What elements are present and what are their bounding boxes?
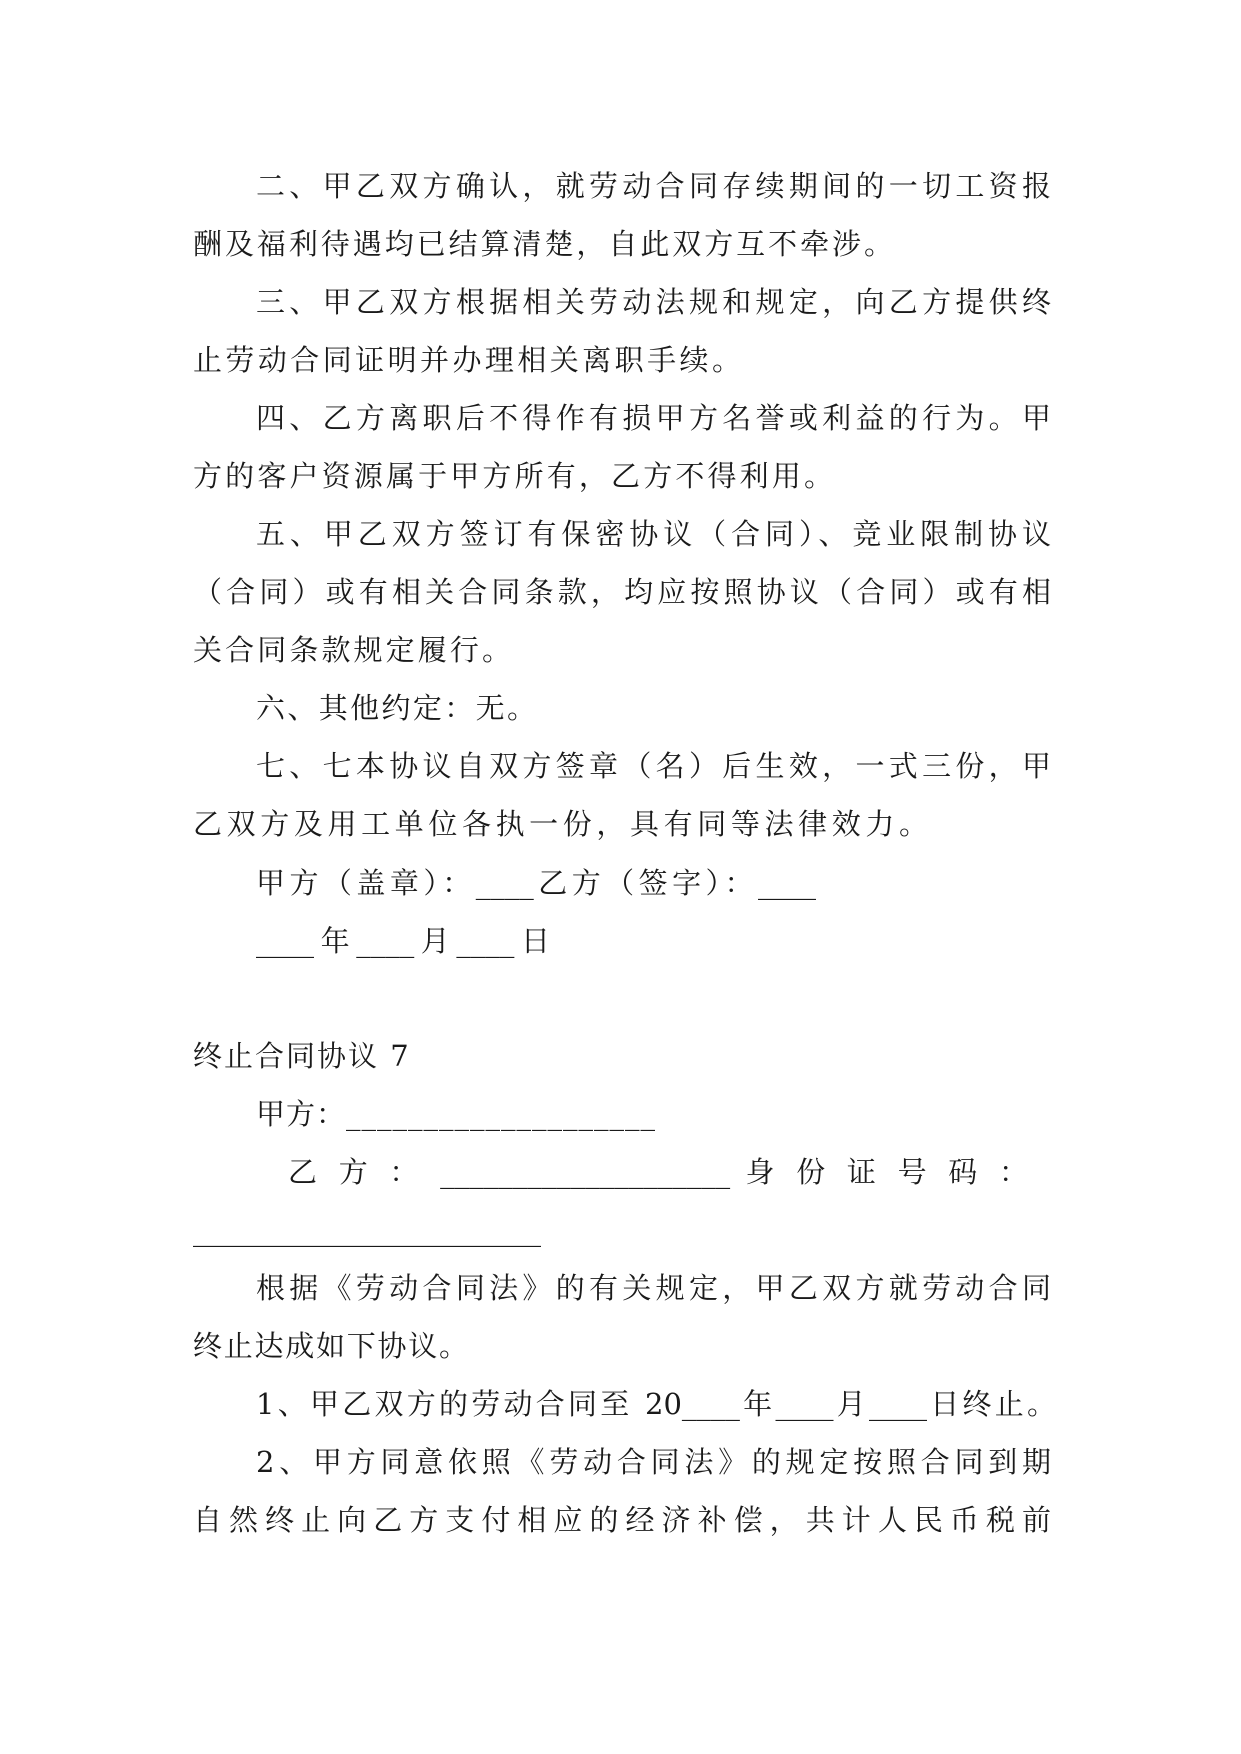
id-number-blank: ________________________	[193, 1213, 541, 1247]
party-a-line: 甲方：____________________	[256, 1097, 657, 1131]
paragraph-line: 酬及福利待遇均已结算清楚，自此双方互不牵涉。	[193, 227, 893, 261]
paragraph-line: 五、甲乙双方签订有保密协议（合同）、竞业限制协议	[256, 517, 1051, 551]
paragraph-line: 三、甲乙双方根据相关劳动法规和规定，向乙方提供终	[256, 285, 1051, 319]
paragraph-line: 二、甲乙双方确认，就劳动合同存续期间的一切工资报	[256, 169, 1051, 203]
paragraph-line: 七、七本协议自双方签章（名）后生效，一式三份，甲	[256, 749, 1051, 783]
paragraph-line: 乙双方及用工单位各执一份，具有同等法律效力。	[193, 807, 928, 841]
paragraph-line: 止劳动合同证明并办理相关离职手续。	[193, 343, 741, 377]
date-line: ____年____月____日	[256, 924, 550, 958]
paragraph-line: 方的客户资源属于甲方所有，乙方不得利用。	[193, 459, 833, 493]
paragraph-line: 终止达成如下协议。	[193, 1329, 468, 1363]
paragraph-line: 四、乙方离职后不得作有损甲方名誉或利益的行为。甲	[256, 401, 1051, 435]
signature-line: 甲方（盖章）：____乙方（签字）：____	[256, 866, 816, 900]
paragraph-line: 关合同条款规定履行。	[193, 633, 511, 667]
paragraph-line: 六、其他约定：无。	[256, 691, 536, 725]
paragraph-line: （合同）或有相关合同条款，均应按照协议（合同）或有相	[193, 575, 1051, 609]
paragraph-line: 自然终止向乙方支付相应的经济补偿，共计人民币税前	[193, 1503, 1051, 1537]
paragraph-line: 1、甲乙双方的劳动合同至 20____年____月____日终止。	[256, 1387, 1056, 1421]
section-title: 终止合同协议 7	[193, 1039, 411, 1073]
party-b-line: 乙 方 ： ____________________ 身 份 证 号 码 ：	[288, 1155, 1028, 1189]
paragraph-line: 2、甲方同意依照《劳动合同法》的规定按照合同到期	[256, 1445, 1051, 1479]
paragraph-line: 根据《劳动合同法》的有关规定，甲乙双方就劳动合同	[256, 1271, 1051, 1305]
